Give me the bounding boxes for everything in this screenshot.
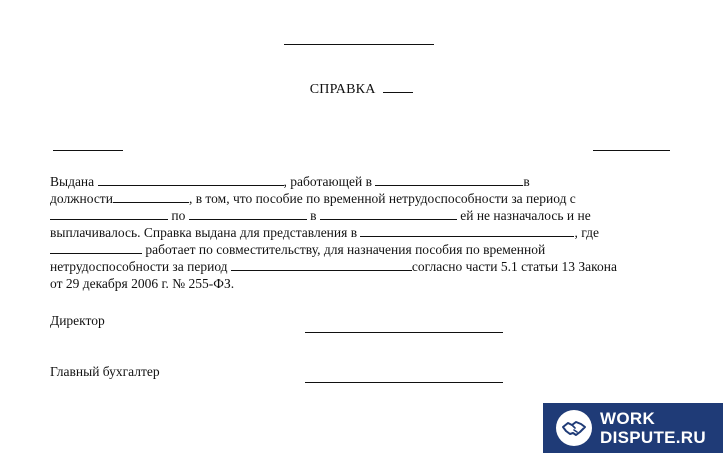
director-signature-line xyxy=(305,332,503,333)
blank-field xyxy=(375,173,523,186)
body-text: по xyxy=(168,208,189,223)
body-text: от 29 декабря 2006 г. № 255-ФЗ. xyxy=(50,276,235,291)
body-text: согласно части 5.1 статьи 13 Закона xyxy=(411,259,617,274)
blank-field xyxy=(189,207,307,220)
director-label: Директор xyxy=(50,313,105,328)
body-text: в xyxy=(523,174,530,189)
blank-field xyxy=(320,207,457,220)
body-line-7 xyxy=(50,275,234,293)
logo-text-line2: DISPUTE.RU xyxy=(600,428,706,447)
body-text: , работающей в xyxy=(283,174,376,189)
blank-field xyxy=(50,241,142,254)
body-line-1 xyxy=(50,173,530,191)
body-text: нетрудоспособности за период xyxy=(50,259,231,274)
body-line-5 xyxy=(50,241,545,259)
blank-field xyxy=(231,258,412,271)
title-number-blank xyxy=(383,80,413,93)
blank-field xyxy=(50,207,168,220)
chief-accountant-label: Главный бухгалтер xyxy=(50,364,160,379)
chief-accountant-signature-line xyxy=(305,382,503,383)
blank-field xyxy=(98,173,284,186)
work-dispute-logo xyxy=(543,403,723,453)
blank-field xyxy=(360,224,574,237)
logo-text xyxy=(600,409,706,447)
body-text: ей не назначалось и не xyxy=(456,208,591,223)
body-line-6 xyxy=(50,258,617,276)
body-text: работает по совместительству, для назначения пособия по временной xyxy=(142,242,546,257)
body-text: , где xyxy=(574,225,599,240)
left-blank-line xyxy=(53,150,123,151)
body-line-3 xyxy=(50,207,591,225)
body-text: выплачивалось. Справка выдана для представления в xyxy=(50,225,361,240)
handshake-icon xyxy=(556,410,592,446)
logo-text-line1: WORK xyxy=(600,409,656,428)
title-text: СПРАВКА xyxy=(309,82,376,97)
body-text: Выдана xyxy=(50,174,98,189)
document-title xyxy=(0,80,723,98)
body-text: в xyxy=(306,208,320,223)
blank-field xyxy=(113,190,189,203)
body-line-4 xyxy=(50,224,599,242)
body-line-2 xyxy=(50,190,576,208)
right-blank-line xyxy=(593,150,670,151)
body-text: , в том, что пособие по временной нетрудоспособности за период с xyxy=(188,191,576,206)
header-blank-line xyxy=(284,44,434,45)
body-text: должности xyxy=(50,191,113,206)
